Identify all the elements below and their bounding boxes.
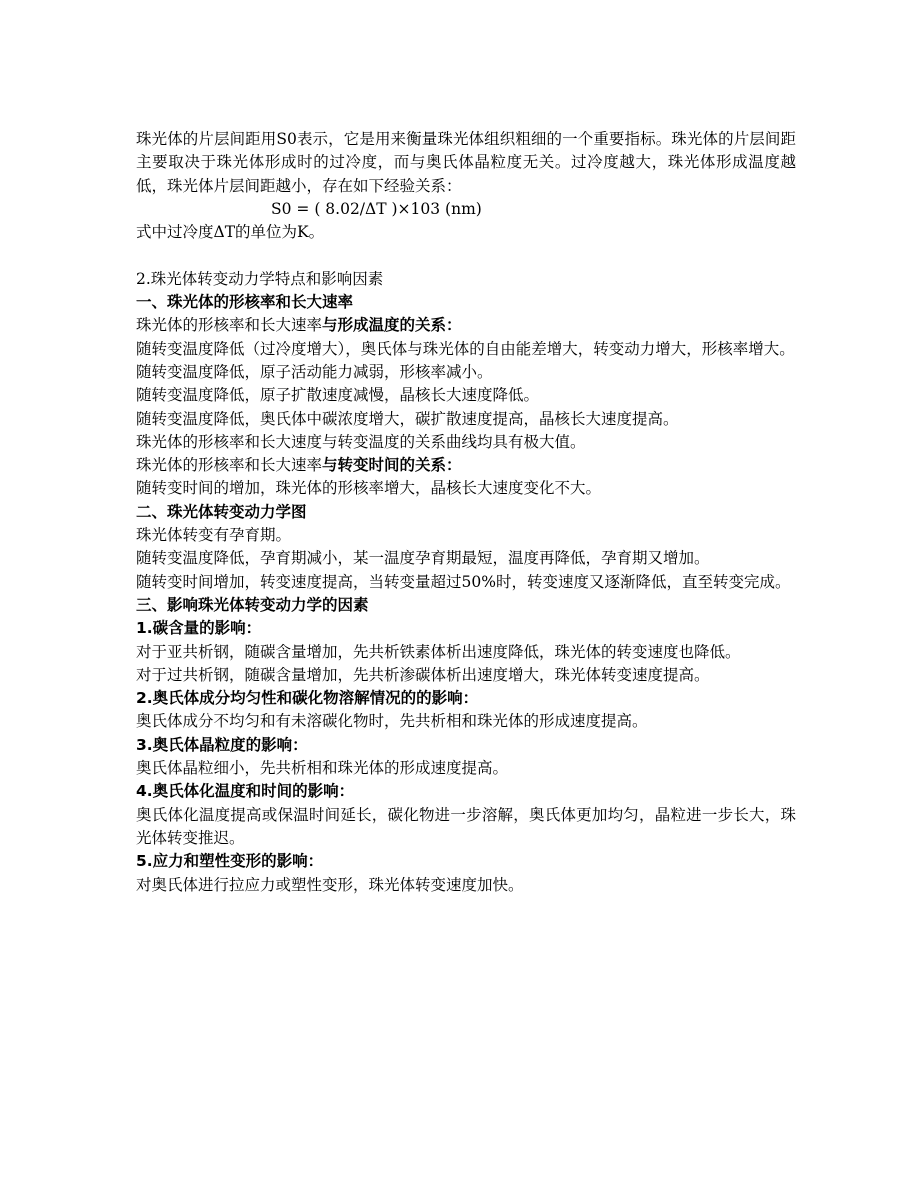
text-line: 珠光体的形核率和长大速度与转变温度的关系曲线均具有极大值。	[136, 432, 586, 451]
text-line: 随转变温度降低（过冷度增大），奥氏体与珠光体的自由能差增大，转变动力增大，形核率增大。	[136, 339, 795, 358]
relation-temperature-prefix: 珠光体的形核率和长大速率	[136, 316, 323, 335]
text-line: 珠光体转变有孕育期。	[136, 526, 292, 545]
text-line: 随转变温度降低，原子扩散速度减慢，晶核长大速度降低。	[136, 386, 540, 405]
relation-time-prefix: 珠光体的形核率和长大速率	[136, 456, 323, 475]
text-line: 随转变时间增加，转变速度提高，当转变量超过50%时，转变速度又逐渐降低，直至转变完成。	[136, 572, 791, 591]
text-line: 奥氏体成分不均匀和有未溶碳化物时，先共析相和珠光体的形成速度提高。	[136, 712, 648, 731]
text-line: 随转变温度降低，孕育期减小，某一温度孕育期最短，温度再降低，孕育期又增加。	[136, 549, 710, 568]
factor-title: 4.奥氏体化温度和时间的影响：	[136, 782, 355, 801]
document-page	[136, 128, 796, 897]
text-line: 奥氏体化温度提高或保温时间延长，碳化物进一步溶解，奥氏体更加均匀，晶粒进一步长大，珠光体转变推迟。	[136, 805, 796, 847]
text-line: 对奥氏体进行拉应力或塑性变形，珠光体转变速度加快。	[136, 875, 524, 894]
text-line: 随转变时间的增加，珠光体的形核率增大，晶核长大速度变化不大。	[136, 479, 602, 498]
factor-title: 1.碳含量的影响：	[136, 619, 262, 638]
factor-title: 2.奥氏体成分均匀性和碳化物溶解情况的的影响：	[136, 689, 479, 708]
relation-time-bold: 与转变时间的关系：	[322, 456, 462, 475]
formula-note: 式中过冷度ΔT的单位为K。	[136, 223, 325, 242]
factor-title: 3.奥氏体晶粒度的影响：	[136, 735, 308, 754]
heading-kinetics-diagram: 二、珠光体转变动力学图	[136, 502, 307, 521]
section-title: 2.珠光体转变动力学特点和影响因素	[136, 269, 384, 288]
text-line: 随转变温度降低，奥氏体中碳浓度增大，碳扩散速度提高，晶核长大速度提高。	[136, 409, 679, 428]
text-line: 对于过共析钢，随碳含量增加，先共析渗碳体析出速度增大，珠光体转变速度提高。	[136, 665, 710, 684]
relation-time	[136, 454, 796, 477]
text-line: 随转变温度降低，原子活动能力减弱，形核率减小。	[136, 362, 493, 381]
paragraph-gap	[136, 244, 796, 267]
heading-influencing-factors: 三、影响珠光体转变动力学的因素	[136, 595, 369, 614]
text-line: 对于亚共析钢，随碳含量增加，先共析铁素体析出速度降低，珠光体的转变速度也降低。	[136, 642, 741, 661]
heading-nucleation-growth: 一、珠光体的形核率和长大速率	[136, 293, 354, 312]
relation-temperature	[136, 314, 796, 337]
text-line: 奥氏体晶粒细小，先共析相和珠光体的形成速度提高。	[136, 759, 509, 778]
spacing-formula: S0 = ( 8.02/ΔT )×103 (nm)	[271, 199, 482, 218]
factor-title: 5.应力和塑性变形的影响：	[136, 852, 324, 871]
intro-paragraph: 珠光体的片层间距用S0表示，它是用来衡量珠光体组织粗细的一个重要指标。珠光体的片层间距主要取决于珠光体形成时的过冷度，而与奥氏体晶粒度无关。过冷度越大，珠光体形成温度越低，珠光体片层间距越小，存在如下经验关系：	[136, 130, 796, 195]
relation-temperature-bold: 与形成温度的关系：	[322, 316, 462, 335]
